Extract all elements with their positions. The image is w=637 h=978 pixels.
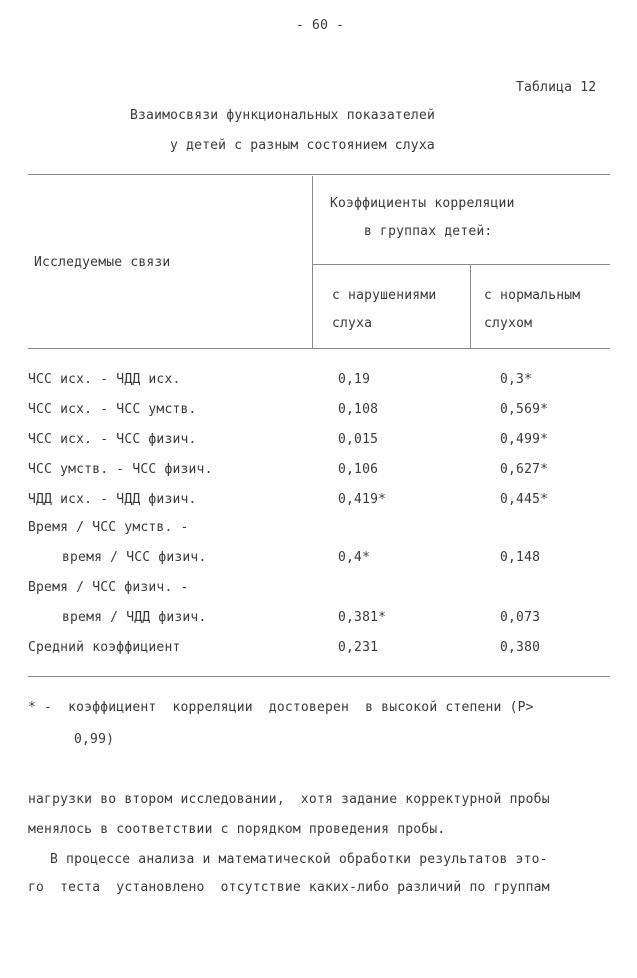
row-value-impaired: 0,231 — [338, 640, 379, 655]
header-divider-vertical — [312, 176, 313, 348]
row-label: ЧСС исх. - ЧСС физич. — [28, 432, 197, 447]
row-value-normal: 0,499* — [500, 432, 549, 447]
header-col1-line1: с нарушениями — [332, 288, 437, 303]
header-group-line1: Коэффициенты корреляции — [330, 196, 515, 211]
row-label: ЧСС исх. - ЧСС умств. — [28, 402, 197, 417]
row-value-normal: 0,569* — [500, 402, 549, 417]
subcolumn-divider — [470, 264, 471, 348]
body-text-line2: менялось в соответствии с порядком проведения пробы. — [28, 822, 446, 837]
header-col2-line1: с нормальным — [484, 288, 581, 303]
table-title-line1: Взаимосвязи функциональных показателей — [130, 108, 436, 123]
row-label-continuation: время / ЧДД физич. — [62, 610, 207, 625]
body-text-line1: нагрузки во втором исследовании, хотя задание корректурной пробы — [28, 792, 550, 807]
row-value-normal: 0,380 — [500, 640, 541, 655]
row-value-normal: 0,627* — [500, 462, 549, 477]
row-value-normal: 0,3* — [500, 372, 533, 387]
row-value-impaired: 0,108 — [338, 402, 379, 417]
subheader-rule — [312, 264, 610, 265]
header-col2-line2: слухом — [484, 316, 533, 331]
row-label: ЧСС умств. - ЧСС физич. — [28, 462, 213, 477]
header-studied-links: Исследуемые связи — [34, 255, 171, 270]
row-label: Средний коэффициент — [28, 640, 181, 655]
row-value-normal: 0,073 — [500, 610, 541, 625]
row-value-normal: 0,445* — [500, 492, 549, 507]
header-col1-line2: слуха — [332, 316, 373, 331]
row-label: Время / ЧСС физич. - — [28, 580, 189, 595]
body-text-line3: В процессе анализа и математической обработки результатов это- — [50, 852, 548, 867]
row-label: ЧСС исх. - ЧДД исх. — [28, 372, 181, 387]
row-label: ЧДД исх. - ЧДД физич. — [28, 492, 197, 507]
header-bottom-rule — [28, 348, 610, 349]
footnote-line1: * - коэффициент корреляции достоверен в высокой степени (P> — [28, 700, 534, 715]
row-value-impaired: 0,19 — [338, 372, 371, 387]
row-value-normal: 0,148 — [500, 550, 541, 565]
row-value-impaired: 0,381* — [338, 610, 387, 625]
body-text-line4: го теста установлено отсутствие каких-либо различий по группам — [28, 880, 550, 895]
row-value-impaired: 0,015 — [338, 432, 379, 447]
row-value-impaired: 0,106 — [338, 462, 379, 477]
table-top-rule — [28, 174, 610, 175]
row-value-impaired: 0,4* — [338, 550, 371, 565]
header-group-line2: в группах детей: — [364, 224, 493, 239]
table-title-line2: у детей с разным состоянием слуха — [170, 138, 435, 153]
footnote-line2: 0,99) — [74, 732, 115, 747]
row-value-impaired: 0,419* — [338, 492, 387, 507]
table-bottom-rule — [28, 676, 610, 677]
table-label: Таблица 12 — [516, 80, 597, 95]
page-number: - 60 - — [296, 18, 345, 33]
row-label-continuation: время / ЧСС физич. — [62, 550, 207, 565]
row-label: Время / ЧСС умств. - — [28, 520, 189, 535]
